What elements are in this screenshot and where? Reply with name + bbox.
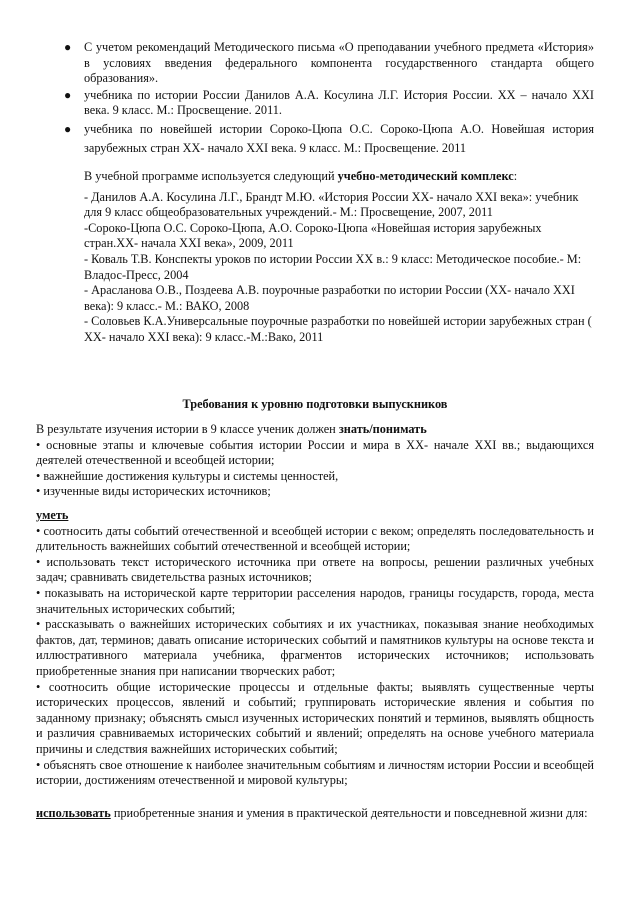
teaching-kit-item: - Арасланова О.В., Поздеева А.В. поурочные разработки по истории России (XX- начало XXI века): 9 класс.- М.: ВАКО, 2008 xyxy=(84,283,575,313)
know-item: • основные этапы и ключевые события истории России и мира в XX- начале XXI вв.; выдающихся деятелей отечественной и всеобщей истории; xyxy=(36,437,594,468)
teaching-kit-item: -Сороко-Цюпа О.С. Сороко-Цюпа, А.О. Сороко-Цюпа «Новейшая история зарубежных стран.XX- начала XXI века», 2009, 2011 xyxy=(84,220,542,251)
know-intro xyxy=(36,422,594,438)
reference-text: учебника по истории России Данилов А.А. Косулина Л.Г. История России. XX – начало XXI века. 9 класс. М.: Просвещение. 2011. xyxy=(84,87,594,118)
reference-item xyxy=(36,88,594,119)
teaching-kit-item: - Коваль Т.В. Конспекты уроков по истории России XX в.: 9 класс: Методическое пособие.- М: Владос-Пресс, 2004 xyxy=(84,251,582,282)
reference-text: С учетом рекомендаций Методического письма «О преподавании учебного предмета «История» в условиях введения федерального компонента государственного стандарта общего образования». xyxy=(84,40,594,86)
intro-colon: : xyxy=(513,168,518,183)
can-item: • соотносить общие исторические процессы и отдельные факты; выявлять существенные черты исторических процессов, явлений и событий; группировать исторические явления и события по заданному признаку; объяснять смысл изученных исторических понятий и терминов, выявлять общность и различия сравниваемых исторических событий и явлений; определять на основе учебного материала причины и следствия важнейших исторических событий; xyxy=(36,679,594,756)
teaching-kit-intro xyxy=(84,169,594,185)
can-item: • рассказывать о важнейших исторических событиях и их участниках, показывая знание необходимых фактов, дат, терминов; давать описание исторических событий и памятников культуры на основе текста и иллюстративного материала учебника, фрагментов исторических источников; использовать приобретенные знания при написании творческих работ; xyxy=(36,617,594,678)
can-item: • соотносить даты событий отечественной и всеобщей истории с веком; определять последовательность и длительность важнейших событий отечественной и всеобщей истории; xyxy=(36,523,594,554)
can-item: • объяснять свое отношение к наиболее значительным событиям и личностям истории России и всеобщей истории, достижениям отечественной и мировой культуры; xyxy=(36,757,594,788)
bullet-icon: ● xyxy=(64,40,72,54)
intro-highlight: учебно-методический комплекс xyxy=(337,168,514,183)
know-item: • важнейшие достижения культуры и системы ценностей, xyxy=(36,468,339,483)
use-text: приобретенные знания и умения в практической деятельности и повседневной жизни для: xyxy=(110,805,588,820)
bullet-icon: ● xyxy=(64,87,72,102)
can-item: • использовать текст исторического источника при ответе на вопросы, решении различных учебных задач; сравнивать свидетельства разных источников; xyxy=(36,554,594,585)
use-paragraph xyxy=(36,806,594,822)
reference-item xyxy=(36,40,594,87)
use-keyword: использовать xyxy=(36,805,111,820)
know-intro-text: В результате изучения истории в 9 классе ученик должен xyxy=(36,422,339,437)
use-section xyxy=(36,806,594,822)
can-section xyxy=(36,508,594,789)
bullet-icon: ● xyxy=(64,121,72,136)
can-keyword: уметь xyxy=(36,508,69,523)
reference-text: учебника по новейшей истории Сороко-Цюпа О.С. Сороко-Цюпа А.О. Новейшая история зарубежных стран XX- начало XXI века. 9 класс. М.: Просвещение. 2011 xyxy=(84,121,594,155)
reference-list xyxy=(36,40,594,158)
reference-item xyxy=(36,120,594,158)
teaching-kit-section xyxy=(84,169,594,346)
teaching-kit-item: - Соловьев К.А.Универсальные поурочные разработки по новейшей истории зарубежных стран ( XX- начало XXI века): 9 класс.-М.:Вако, 2011 xyxy=(84,314,592,344)
know-keyword: знать/понимать xyxy=(338,422,427,437)
can-keyword-line xyxy=(36,508,594,524)
know-item: • изученные виды исторических источников; xyxy=(36,484,271,499)
can-item: • показывать на исторической карте территории расселения народов, границы государств, города, места значительных исторических событий; xyxy=(36,586,594,616)
section-heading: Требования к уровню подготовки выпускников xyxy=(182,396,448,411)
know-section xyxy=(36,422,594,500)
teaching-kit-item: - Данилов А.А. Косулина Л.Г., Брандт М.Ю. «История России XX- начало XXI века»: учебник для 9 класс общеобразовательных учреждений.- М.: Просвещение, 2007, 2011 xyxy=(84,189,579,220)
intro-text: В учебной программе используется следующий xyxy=(84,168,338,183)
